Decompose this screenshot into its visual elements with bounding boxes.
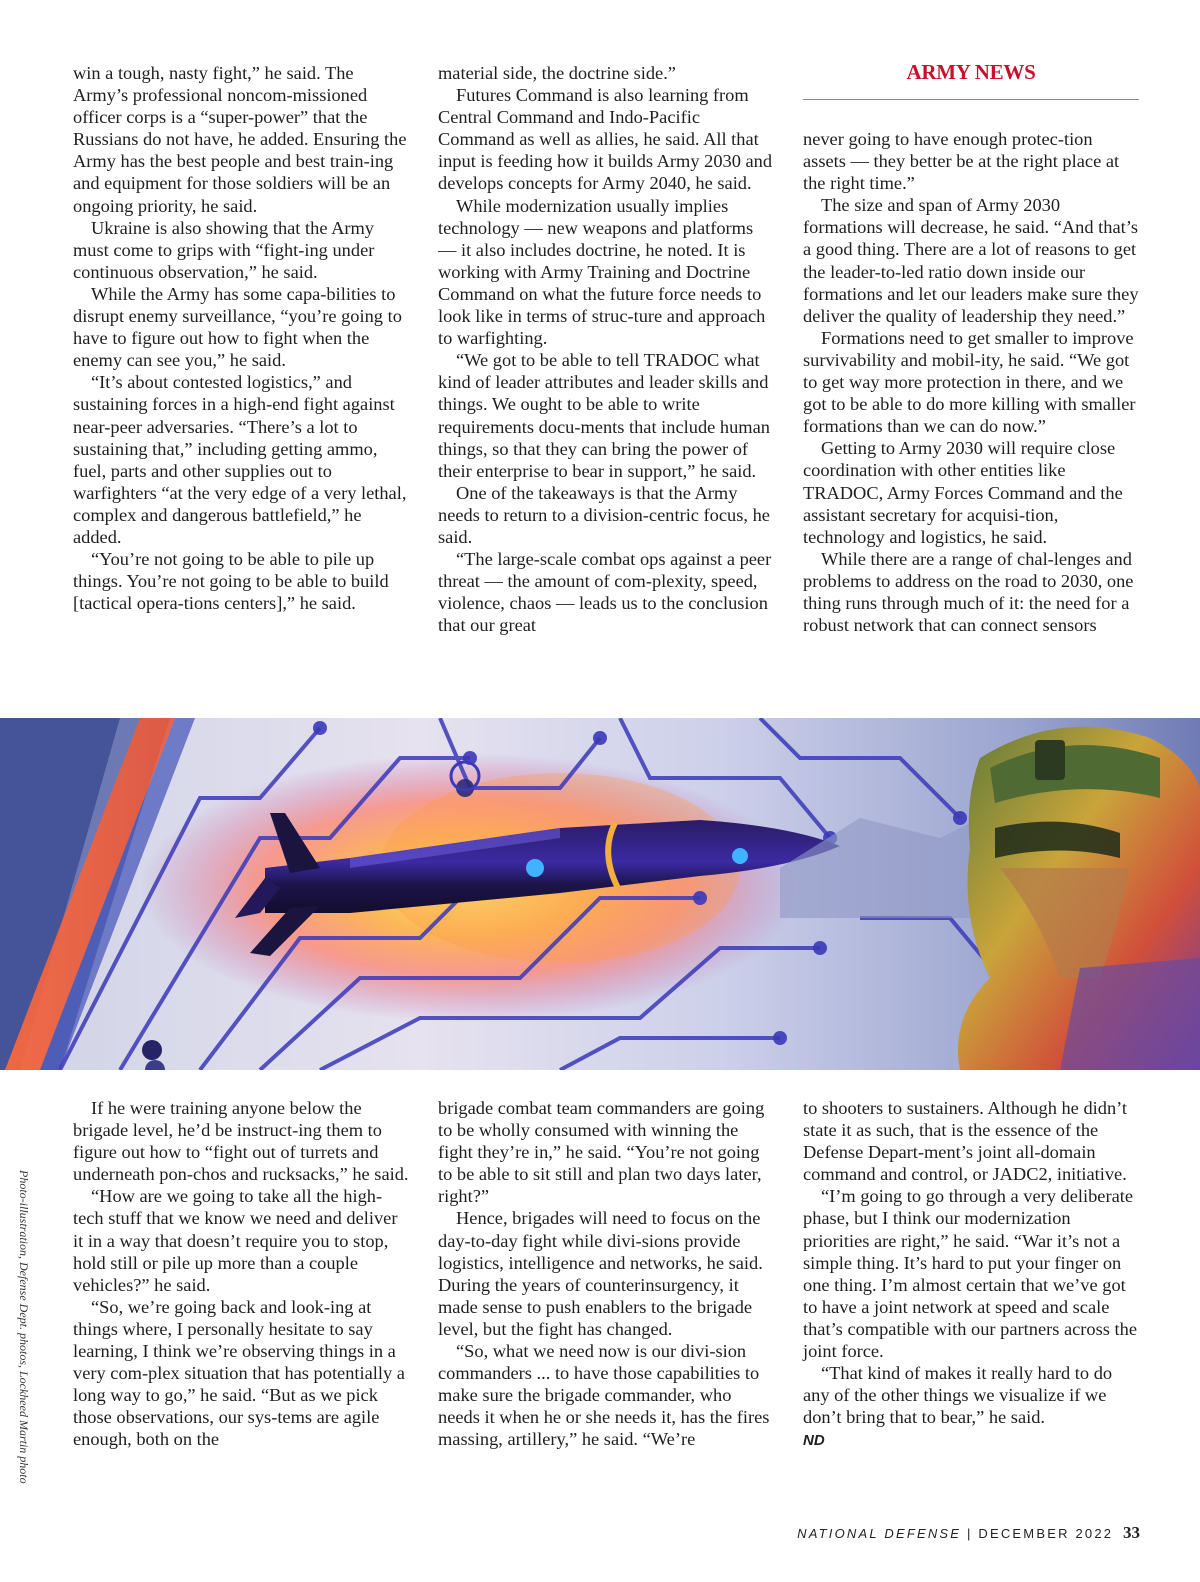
paragraph: If he were training anyone below the brigade level, he’d be instruct-ing them to figure out how to “fight out of turrets and underneath pon-chos and rucksacks,” he said. — [73, 1098, 409, 1185]
paragraph: The size and span of Army 2030 formations will decrease, he said. “And that’s a good thing. There are a lot of reasons to get the leader-to-led ratio down inside our formations and let our leaders make sure they deliver the quality of leadership they need.” — [803, 195, 1139, 326]
column-2-top — [438, 62, 774, 636]
paragraph: “That kind of makes it really hard to do any of the other things we visualize if we don’t bring that to bear,” he said. — [803, 1363, 1113, 1428]
paragraph: never going to have enough protec-tion assets — they better be at the right place at the right time.” — [803, 129, 1120, 194]
footer-separator: | — [966, 1526, 973, 1541]
paragraph: “So, what we need now is our divi-sion commanders ... to have those capabilities to make sure the brigade commander, who needs it when he or she needs it, has the fires massing, artillery,” he said. “We’re — [438, 1341, 770, 1450]
end-mark — [803, 1428, 1139, 1452]
paragraph: win a tough, nasty fight,” he said. The Army’s professional noncom-missioned officer corps is a “super-power” that the Russians do not have, he added. Ensuring the Army has the best people and best train-ing and equipment for those soldiers will be an ongoing priority, he said. — [73, 63, 407, 216]
photo-credit: Photo-illustration, Defense Dept. photos, Lockheed Martin photo — [17, 1170, 31, 1484]
nd-end-mark: ND — [803, 1432, 825, 1450]
paragraph: While there are a range of chal-lenges and problems to address on the road to 2030, one thing runs through much of it: the need for a robust network that can connect sensors — [803, 548, 1134, 636]
publication-name: NATIONAL DEFENSE — [797, 1526, 962, 1541]
column-1-bottom — [73, 1097, 409, 1451]
paragraph: Hence, brigades will need to focus on the day-to-day fight while divi-sions provide logistics, intelligence and networks, he said. During the years of counterinsurgency, it made sense to push enablers to the brigade level, but the fight has changed. — [438, 1208, 763, 1339]
photo-illustration — [0, 718, 1200, 1070]
paragraph: “It’s about contested logistics,” and sustaining forces in a high-end fight against near-peer adversaries. “There’s a lot to sustaining that,” including getting ammo, fuel, parts and other supplies out to warfighters “at the very edge of a very lethal, complex and dangerous battlefield,” he added. — [73, 372, 407, 547]
page-footer — [797, 1523, 1140, 1543]
paragraph: “The large-scale combat ops against a peer threat — the amount of com-plexity, speed, violence, chaos — leads us to the conclusion that our great — [438, 549, 772, 636]
paragraph: Ukraine is also showing that the Army must come to grips with “fight-ing under continuous observation,” he said. — [73, 217, 375, 282]
paragraph: While modernization usually implies technology — new weapons and platforms — it also includes doctrine, he noted. It is working with Army Training and Doctrine Command on what the future force needs to look like in terms of struc-ture and approach to warfighting. — [438, 195, 766, 349]
paragraph: While the Army has some capa-bilities to disrupt enemy surveillance, “you’re going to have to figure out how to fight when the enemy can see you,” he said. — [73, 283, 402, 371]
paragraph: One of the takeaways is that the Army needs to return to a division-centric focus, he said. — [438, 482, 770, 547]
section-title: ARMY NEWS — [906, 60, 1036, 84]
issue-date: DECEMBER 2022 — [978, 1526, 1114, 1541]
paragraph: Getting to Army 2030 will require close coordination with other entities like TRADOC, Army Forces Command and the assistant secretary for acquisi-tion, technology and logistics, he said. — [803, 438, 1123, 547]
paragraph: “How are we going to take all the high-tech stuff that we know we need and deliver it in a way that doesn’t require you to stop, hold still or pile up more than a couple vehicles?” he said. — [73, 1186, 398, 1295]
column-3-bottom — [803, 1097, 1139, 1453]
column-1-top — [73, 62, 409, 614]
missile-illustration — [0, 718, 1200, 1070]
soldier-illustration — [958, 727, 1200, 1070]
paragraph: “We got to be able to tell TRADOC what kind of leader attributes and leader skills and things. We ought to be able to write requirements docu-ments that include human things, so that they can bring the power of their enterprise to bear in support,” he said. — [438, 350, 770, 481]
paragraph: “I’m going to go through a very deliberate phase, but I think our modernization priorities are right,” he said. “War it’s not a simple thing. It’s hard to put your finger on one thing. I’m almost certain that we’ve got to have a joint network at speed and scale that’s compatible with our partners across the joint force. — [803, 1186, 1138, 1362]
paragraph: brigade combat team commanders are going to be wholly consumed with winning the fight they’re in,” he said. “You’re not going to be able to sit still and plan two days later, right?” — [438, 1098, 765, 1207]
page-number: 33 — [1123, 1523, 1140, 1542]
paragraph: material side, the doctrine side.” — [438, 63, 676, 83]
section-rule — [803, 99, 1139, 100]
column-2-bottom — [438, 1097, 774, 1451]
paragraph: Formations need to get smaller to improve survivability and mobil-ity, he said. “We got to get way more protection in there, and we got to be able to do more killing with smaller formations than we can do now.” — [803, 327, 1136, 437]
paragraph: to shooters to sustainers. Although he didn’t state it as such, that is the essence of the Defense Depart-ment’s joint all-domain command and control, or JADC2, initiative. — [803, 1098, 1128, 1185]
paragraph: Futures Command is also learning from Central Command and Indo-Pacific Command as well as allies, he said. All that input is feeding how it builds Army 2030 and develops concepts for Army 2040, he said. — [438, 85, 773, 194]
paragraph: “You’re not going to be able to pile up things. You’re not going to be able to build [tactical opera-tions centers],” he said. — [73, 549, 389, 614]
paragraph: “So, we’re going back and look-ing at things where, I personally hesitate to say learning, I think we’re observing things in a very com-plex situation that has potentially a long way to go,” he said. “But as we pick those observations, our sys-tems are agile enough, both on the — [73, 1296, 405, 1450]
column-3-top — [803, 128, 1139, 636]
